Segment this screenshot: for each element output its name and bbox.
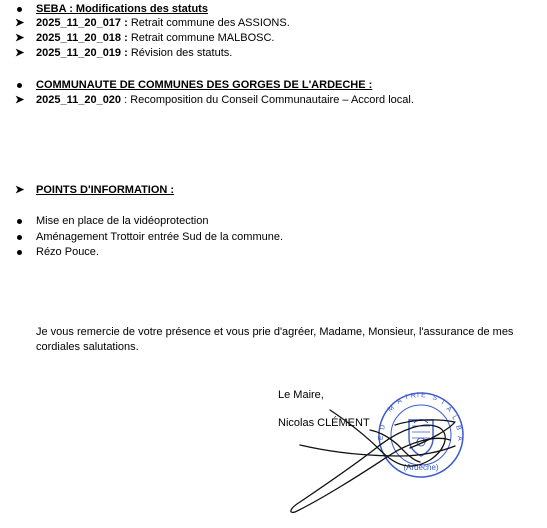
- bullet-icon: [17, 235, 22, 240]
- arrow-bullet-icon: ➤: [15, 32, 25, 44]
- bullet-icon: [17, 219, 22, 224]
- info-heading: POINTS D'INFORMATION :: [36, 184, 175, 196]
- svg-text:D: D: [379, 424, 387, 431]
- signatory-name: Nicolas CLÉMENT: [278, 417, 370, 429]
- svg-text:E: E: [377, 435, 385, 441]
- svg-text:B: B: [454, 424, 463, 432]
- closing-paragraph: Je vous remercie de votre présence et vous prie d'agréer, Madame, Monsieur, l'assurance de mes cordiales salutations.: [36, 326, 514, 353]
- svg-text:A: A: [444, 405, 453, 414]
- seba-heading: SEBA : Modifications des statuts: [36, 3, 208, 15]
- resolution-text: Révision des statuts.: [127, 47, 233, 59]
- resolution-ref: 2025_11_20_018 :: [36, 32, 128, 44]
- svg-text:I: I: [417, 392, 419, 399]
- bullet-icon: [17, 7, 22, 12]
- svg-text:M: M: [386, 404, 396, 414]
- svg-text:E: E: [420, 392, 427, 400]
- bullet-icon: [17, 250, 22, 255]
- svg-text:A: A: [456, 436, 463, 441]
- handwritten-signature-icon: [270, 390, 470, 515]
- info-item: Mise en place de la vidéoprotection: [36, 215, 209, 227]
- arrow-bullet-icon: ➤: [15, 184, 25, 196]
- resolution-ref: 2025_11_20_020: [36, 94, 122, 106]
- svg-text:S: S: [431, 394, 438, 403]
- arrow-bullet-icon: ➤: [15, 94, 25, 106]
- bullet-icon: [17, 83, 22, 88]
- svg-text:R: R: [410, 392, 417, 400]
- resolution-text: : Recomposition du Conseil Communautaire – Accord local.: [121, 94, 414, 106]
- svg-text:L: L: [450, 414, 459, 422]
- arrow-bullet-icon: ➤: [15, 17, 25, 29]
- resolution-text: Retrait commune des ASSIONS.: [127, 17, 290, 29]
- stamp-bottom-text: (Ardèche): [403, 463, 439, 472]
- svg-text:T: T: [439, 398, 447, 407]
- info-item: Rézo Pouce.: [36, 246, 99, 258]
- info-item: Aménagement Trottoir entrée Sud de la commune.: [36, 231, 284, 243]
- resolution-ref: 2025_11_20_019 :: [36, 47, 128, 59]
- svg-text:I: I: [404, 393, 409, 401]
- arrow-bullet-icon: ➤: [15, 47, 25, 59]
- signatory-title: Le Maire,: [278, 389, 324, 401]
- resolution-ref: 2025_11_20_017 :: [36, 17, 128, 29]
- svg-text:A: A: [395, 397, 404, 406]
- resolution-text: Retrait commune MALBOSC.: [127, 32, 275, 44]
- ccga-heading: COMMUNAUTE DE COMMUNES DES GORGES DE L'ARDECHE :: [36, 79, 373, 91]
